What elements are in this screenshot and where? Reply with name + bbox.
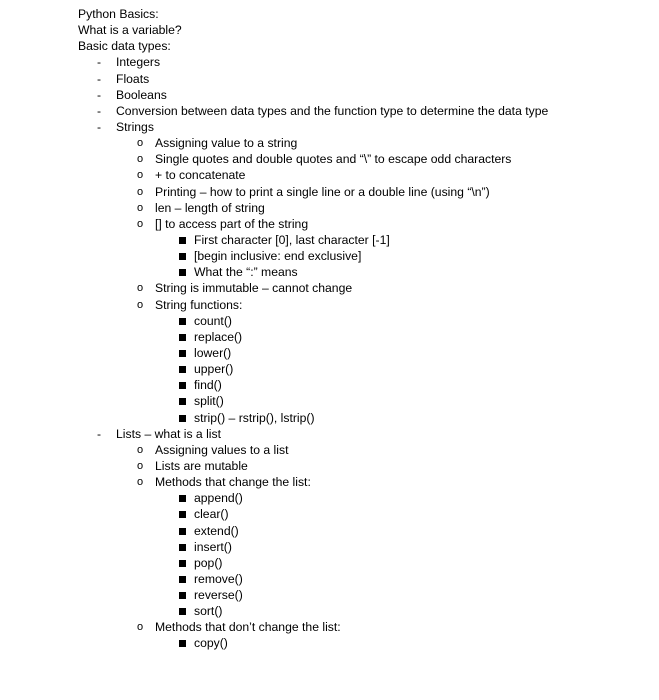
heading-line bbox=[0, 6, 659, 22]
list-item-text: First character [0], last character [-1] bbox=[194, 232, 390, 247]
list-item bbox=[0, 54, 659, 70]
list-item-text: Assigning value to a string bbox=[155, 136, 298, 151]
square-bullet-icon bbox=[179, 495, 186, 502]
list-item bbox=[0, 297, 659, 313]
list-item bbox=[0, 361, 659, 377]
list-item bbox=[0, 442, 659, 458]
list-item-text: What the “:” means bbox=[194, 265, 298, 280]
list-item-text: lower() bbox=[194, 345, 232, 360]
square-bullet-icon bbox=[179, 334, 186, 341]
square-bullet-icon bbox=[179, 592, 186, 599]
list-item bbox=[0, 184, 659, 200]
square-bullet-icon bbox=[179, 253, 186, 260]
list-item-text: Single quotes and double quotes and “\” to escape odd characters bbox=[155, 152, 512, 167]
list-item-text: What is a variable? bbox=[78, 23, 182, 38]
circle-bullet-icon: o bbox=[137, 621, 144, 634]
dash-bullet: - bbox=[97, 119, 102, 134]
list-item bbox=[0, 216, 659, 232]
circle-bullet-icon: o bbox=[137, 217, 144, 230]
circle-bullet-icon: o bbox=[137, 153, 144, 166]
document-body bbox=[0, 6, 659, 652]
list-item bbox=[0, 539, 659, 555]
list-item bbox=[0, 329, 659, 345]
circle-bullet-icon: o bbox=[137, 443, 144, 456]
dash-bullet: - bbox=[97, 426, 102, 441]
list-item bbox=[0, 635, 659, 651]
list-item bbox=[0, 490, 659, 506]
list-item bbox=[0, 393, 659, 409]
circle-bullet-icon: o bbox=[137, 185, 144, 198]
list-item bbox=[0, 345, 659, 361]
list-item-text: reverse() bbox=[194, 588, 243, 603]
list-item-text: len – length of string bbox=[155, 200, 265, 215]
heading-line bbox=[0, 22, 659, 38]
list-item bbox=[0, 603, 659, 619]
square-bullet-icon bbox=[179, 576, 186, 583]
list-item bbox=[0, 71, 659, 87]
list-item-text: append() bbox=[194, 491, 243, 506]
list-item-text: Methods that don’t change the list: bbox=[155, 620, 341, 635]
list-item-text: + to concatenate bbox=[155, 168, 246, 183]
square-bullet-icon bbox=[179, 350, 186, 357]
list-item-text: String functions: bbox=[155, 297, 243, 312]
list-item-text: find() bbox=[194, 378, 222, 393]
list-item-text: split() bbox=[194, 394, 224, 409]
list-item-text: [] to access part of the string bbox=[155, 216, 309, 231]
list-item bbox=[0, 280, 659, 296]
square-bullet-icon bbox=[179, 640, 186, 647]
list-item-text: Printing – how to print a single line or a double line (using “\n”) bbox=[155, 184, 490, 199]
list-item-text: Lists – what is a list bbox=[116, 426, 221, 441]
list-item-text: [begin inclusive: end exclusive] bbox=[194, 249, 362, 264]
list-item bbox=[0, 619, 659, 635]
list-item-text: sort() bbox=[194, 604, 223, 619]
list-item bbox=[0, 119, 659, 135]
heading-line bbox=[0, 38, 659, 54]
square-bullet-icon bbox=[179, 318, 186, 325]
list-item bbox=[0, 377, 659, 393]
list-item-text: Lists are mutable bbox=[155, 458, 248, 473]
list-item-text: copy() bbox=[194, 636, 228, 651]
list-item bbox=[0, 506, 659, 522]
dash-bullet: - bbox=[97, 55, 102, 70]
list-item bbox=[0, 555, 659, 571]
list-item-text: pop() bbox=[194, 555, 223, 570]
list-item-text: Python Basics: bbox=[78, 7, 159, 21]
list-item-text: Floats bbox=[116, 71, 150, 86]
dash-bullet: - bbox=[97, 71, 102, 86]
list-item bbox=[0, 264, 659, 280]
square-bullet-icon bbox=[179, 560, 186, 567]
list-item-text: strip() – rstrip(), lstrip() bbox=[194, 410, 315, 425]
list-item bbox=[0, 426, 659, 442]
list-item bbox=[0, 571, 659, 587]
list-item-text: Assigning values to a list bbox=[155, 442, 289, 457]
circle-bullet-icon: o bbox=[137, 169, 144, 182]
list-item-text: clear() bbox=[194, 507, 229, 522]
list-item bbox=[0, 151, 659, 167]
list-item bbox=[0, 587, 659, 603]
list-item bbox=[0, 410, 659, 426]
list-item-text: extend() bbox=[194, 523, 239, 538]
list-item bbox=[0, 135, 659, 151]
circle-bullet-icon: o bbox=[137, 282, 144, 295]
square-bullet-icon bbox=[179, 608, 186, 615]
list-item bbox=[0, 313, 659, 329]
list-item-text: Methods that change the list: bbox=[155, 475, 311, 490]
circle-bullet-icon: o bbox=[137, 137, 144, 150]
square-bullet-icon bbox=[179, 398, 186, 405]
square-bullet-icon bbox=[179, 269, 186, 276]
list-item-text: String is immutable – cannot change bbox=[155, 281, 353, 296]
list-item-text: Strings bbox=[116, 119, 154, 134]
list-item bbox=[0, 458, 659, 474]
list-item-text: upper() bbox=[194, 362, 234, 377]
list-item bbox=[0, 167, 659, 183]
list-item bbox=[0, 248, 659, 264]
list-item bbox=[0, 474, 659, 490]
list-item-text: count() bbox=[194, 313, 232, 328]
list-item-text: remove() bbox=[194, 571, 243, 586]
circle-bullet-icon: o bbox=[137, 201, 144, 214]
dash-bullet: - bbox=[97, 103, 102, 118]
circle-bullet-icon: o bbox=[137, 298, 144, 311]
list-item-text: insert() bbox=[194, 539, 232, 554]
list-item bbox=[0, 87, 659, 103]
list-item-text: Booleans bbox=[116, 87, 167, 102]
list-item-text: replace() bbox=[194, 329, 243, 344]
list-item-text: Basic data types: bbox=[78, 39, 171, 54]
list-item bbox=[0, 232, 659, 248]
square-bullet-icon bbox=[179, 511, 186, 518]
list-item-text: Conversion between data types and the function type to determine the data type bbox=[116, 103, 549, 118]
list-item bbox=[0, 103, 659, 119]
square-bullet-icon bbox=[179, 415, 186, 422]
circle-bullet-icon: o bbox=[137, 459, 144, 472]
list-item bbox=[0, 523, 659, 539]
square-bullet-icon bbox=[179, 528, 186, 535]
square-bullet-icon bbox=[179, 544, 186, 551]
list-item bbox=[0, 200, 659, 216]
square-bullet-icon bbox=[179, 237, 186, 244]
list-item-text: Integers bbox=[116, 55, 161, 70]
circle-bullet-icon: o bbox=[137, 476, 144, 489]
dash-bullet: - bbox=[97, 87, 102, 102]
square-bullet-icon bbox=[179, 366, 186, 373]
square-bullet-icon bbox=[179, 382, 186, 389]
